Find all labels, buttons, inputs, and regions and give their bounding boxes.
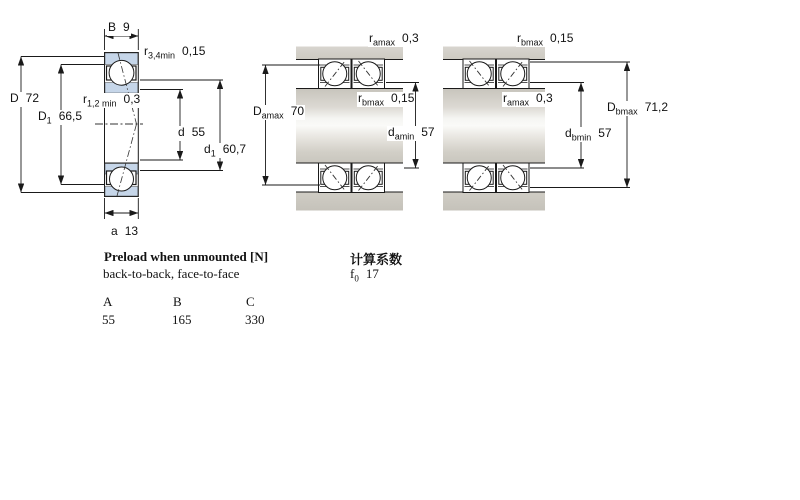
dim-label-D1: $D_1$ 66,5 (38, 109, 83, 126)
dim-label-ramax-right: $r_{amax}$ 0,3 (503, 91, 553, 108)
f0-factor: $f_0$ 17 (350, 266, 379, 284)
dim-label-Dbmax: $D_{bmax}$ 71,2 (607, 100, 669, 117)
dim-label-dbmin: $d_{bmin}$ 57 (565, 126, 612, 143)
housing-bottom (443, 192, 545, 211)
preload-col-header-C: C (246, 294, 255, 309)
dim-label-rbmax-right: $r_{bmax}$ 0,15 (517, 31, 574, 48)
dim-label-r12: $r_{1,2 min}$ 0,3 (83, 92, 141, 109)
preload-col-header-B: B (173, 294, 182, 309)
preload-value-B: 165 (172, 312, 192, 327)
dim-label-Damax: $D_{amax}$ 70 (253, 104, 305, 121)
dim-label-damin: $d_{amin}$ 57 (388, 125, 435, 142)
housing-top (296, 47, 403, 60)
dim-label-a: a 13 (110, 225, 139, 240)
dim-label-d1: $d_1$ 60,7 (204, 142, 247, 159)
preload-title: Preload when unmounted [N] (104, 249, 269, 264)
calc-factors-title: 计算系数 (350, 252, 403, 267)
dim-label-B: B 9 (107, 21, 131, 36)
preload-value-C: 330 (245, 312, 265, 327)
left-bearing-top-section (105, 53, 139, 94)
dim-label-r34: $r_{3,4min}$ 0,15 (144, 44, 206, 61)
preload-modes: back-to-back, face-to-face (103, 266, 240, 281)
preload-col-header-A: A (103, 294, 113, 309)
dim-label-D: D 72 (9, 92, 40, 107)
housing-bottom (296, 192, 403, 211)
preload-value-A: 55 (102, 312, 115, 327)
ball (109, 60, 134, 85)
dim-label-ramax-middle: $r_{amax}$ 0,3 (369, 31, 419, 48)
dim-label-rbmax-middle: $r_{bmax}$ 0,15 (358, 91, 415, 108)
dim-label-d: d 55 (177, 126, 206, 141)
housing-top (443, 47, 545, 60)
